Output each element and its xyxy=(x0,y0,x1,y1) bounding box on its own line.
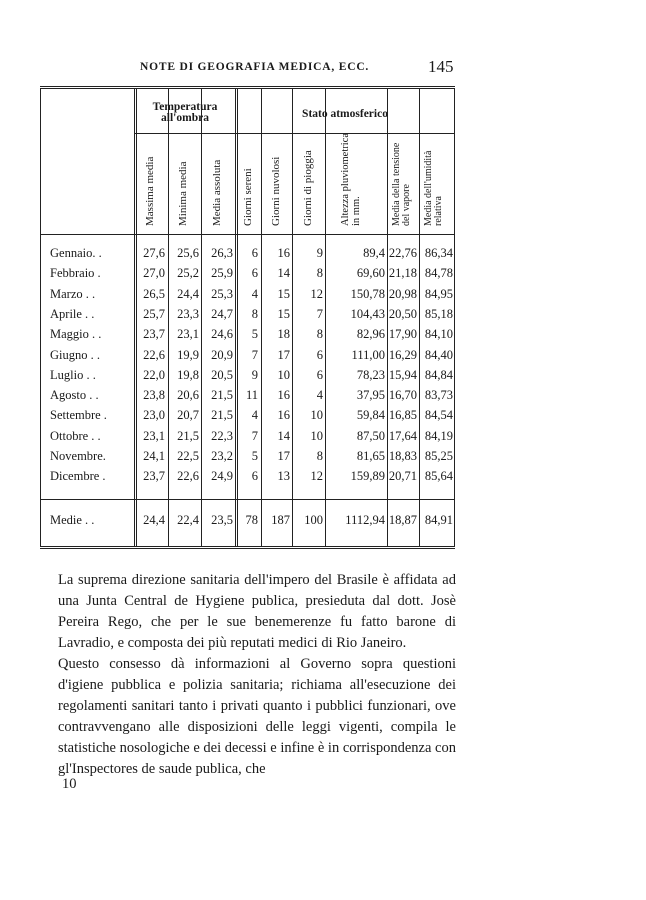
table-row-cell: 23,0 xyxy=(143,408,165,423)
table-row-cell: 25,9 xyxy=(211,266,233,281)
column-header: Giorni di pioggia xyxy=(302,150,314,226)
group-header-weather: Stato atmosferico xyxy=(302,108,388,120)
totals-row-cell: 24,4 xyxy=(143,513,165,527)
body-text xyxy=(58,570,456,780)
table-row-cell: 89,4 xyxy=(363,246,385,260)
table-row-cell: 25,7 xyxy=(143,306,165,321)
column-header: Media della tensione del vapore xyxy=(391,142,412,226)
table-row-cell: 23,3 xyxy=(177,306,199,321)
table-row-cell: 13 xyxy=(277,469,290,484)
table-row-cell: 85,25 xyxy=(424,449,453,463)
table-row-cell: 4 xyxy=(316,388,323,403)
table-row-cell: 20,98 xyxy=(388,286,417,301)
table-row-label: Gennaio. . xyxy=(50,246,102,260)
table-rule xyxy=(134,89,137,546)
table-row-cell: 11 xyxy=(245,388,258,403)
table-row-cell: 6 xyxy=(251,266,258,281)
table-row-cell: 23,2 xyxy=(211,449,233,463)
table-rule xyxy=(454,89,455,546)
table-row-cell: 84,84 xyxy=(424,367,453,382)
table-row-cell: 27,6 xyxy=(143,246,165,260)
table-row-cell: 20,5 xyxy=(211,367,233,382)
table-row-cell: 26,3 xyxy=(211,246,233,260)
table-row-cell: 22,6 xyxy=(177,469,199,484)
table-row-label: Luglio . . xyxy=(50,367,96,382)
table-row-cell: 21,5 xyxy=(177,428,199,443)
table-row-cell: 59,84 xyxy=(356,408,385,423)
table-row-cell: 20,50 xyxy=(388,306,417,321)
table-row-cell: 159,89 xyxy=(350,469,385,484)
table-row-cell: 85,18 xyxy=(424,306,453,321)
table-row-cell: 37,95 xyxy=(356,388,385,403)
table-row-cell: 25,2 xyxy=(177,266,199,281)
table-row-label: Agosto . . xyxy=(50,388,99,403)
table-row-cell: 6 xyxy=(251,469,258,484)
table-row-cell: 14 xyxy=(277,428,290,443)
table-row-cell: 9 xyxy=(251,367,258,382)
table-row-cell: 16 xyxy=(277,246,290,260)
table-row-cell: 23,1 xyxy=(143,428,165,443)
column-header: Giorni sereni xyxy=(242,168,254,226)
table-row-cell: 24,1 xyxy=(143,449,165,463)
table-rule xyxy=(168,89,169,546)
column-header: Media assoluta xyxy=(211,159,223,226)
table-row-cell: 17,64 xyxy=(388,428,417,443)
totals-row-cell: 78 xyxy=(245,513,258,527)
table-row-cell: 16,29 xyxy=(388,347,417,362)
table-rule xyxy=(419,89,420,546)
table-row-cell: 150,78 xyxy=(350,286,385,301)
table-row-cell: 20,7 xyxy=(177,408,199,423)
table-row-cell: 8 xyxy=(316,327,323,342)
table-row-label: Maggio . . xyxy=(50,327,102,342)
table-row-cell: 10 xyxy=(310,428,323,443)
table-row-label: Marzo . . xyxy=(50,286,96,301)
table-rule xyxy=(387,89,388,546)
table-row-cell: 22,76 xyxy=(388,246,417,260)
table-rule xyxy=(201,89,202,546)
table-row-cell: 15,94 xyxy=(388,367,417,382)
table-row-cell: 8 xyxy=(316,266,323,281)
totals-row-label: Medie . . xyxy=(50,513,95,527)
table-rule xyxy=(235,89,238,546)
table-row-cell: 14 xyxy=(277,266,290,281)
table-row-cell: 23,1 xyxy=(177,327,199,342)
table-row-cell: 24,7 xyxy=(211,306,233,321)
totals-row-cell: 84,91 xyxy=(424,513,453,527)
table-row-cell: 22,3 xyxy=(211,428,233,443)
table-row-cell: 6 xyxy=(316,367,323,382)
table-row-cell: 7 xyxy=(251,428,258,443)
table-row-cell: 69,60 xyxy=(356,266,385,281)
totals-row-cell: 1112,94 xyxy=(345,513,385,527)
column-header: Media dell'umidità relativa xyxy=(423,150,444,226)
table-row-cell: 22,5 xyxy=(177,449,199,463)
table-row-label: Ottobre . . xyxy=(50,428,101,443)
page-number: 145 xyxy=(428,57,454,76)
totals-row-cell: 23,5 xyxy=(211,513,233,527)
table-row-cell: 87,50 xyxy=(356,428,385,443)
totals-row-cell: 18,87 xyxy=(388,513,417,527)
table-row-cell: 21,18 xyxy=(388,266,417,281)
table-rule xyxy=(40,499,454,500)
table-row-cell: 84,10 xyxy=(424,327,453,342)
table-row-cell: 20,71 xyxy=(388,469,417,484)
table-row-cell: 16,70 xyxy=(388,388,417,403)
table-row-cell: 12 xyxy=(310,469,323,484)
table-row-cell: 17 xyxy=(277,449,290,463)
column-header: Altezza pluviometrica in mm. xyxy=(340,133,362,226)
table-row-label: Dicembre . xyxy=(50,469,106,484)
table-row-cell: 20,9 xyxy=(211,347,233,362)
table-row-cell: 111,00 xyxy=(351,347,385,362)
table-row-cell: 21,5 xyxy=(211,388,233,403)
table-row-label: Aprile . . xyxy=(50,306,95,321)
table-rule xyxy=(40,234,454,235)
table-rule xyxy=(134,133,235,134)
table-row-cell: 25,6 xyxy=(177,246,199,260)
table-row-cell: 17 xyxy=(277,347,290,362)
table-row-cell: 16 xyxy=(277,388,290,403)
table-row-cell: 6 xyxy=(251,246,258,260)
table-row-cell: 23,8 xyxy=(143,388,165,403)
table-row-cell: 23,7 xyxy=(143,327,165,342)
table-row-cell: 84,95 xyxy=(424,286,453,301)
paragraph: Questo consesso dà informazioni al Governo sopra questioni d'igiene pubblica e polizia sanitaria; richiama all'esecuzione dei regolamenti sanitari tanto i privati quanto i pubblici funzionari, ove contravvengano alle disposizioni delle leggi vigenti, compila le statistiche nosologiche e dei decessi e infine è in corrispondenza con gl'Inspectores de saude publica, che xyxy=(58,656,456,777)
column-header: Minima media xyxy=(177,161,189,226)
totals-row-cell: 100 xyxy=(304,513,323,527)
table-row-cell: 27,0 xyxy=(143,266,165,281)
table-row-cell: 16 xyxy=(277,408,290,423)
paragraph: La suprema direzione sanitaria dell'impero del Brasile è affidata ad una Junta Central de Hygiene publica, presieduta dal dott. Josè Pereira Rego, che per le sue benemerenze fu fatto barone di Lavradio, e composta dei più reputati medici di Rio Janeiro. xyxy=(58,572,456,651)
table-row-cell: 12 xyxy=(310,286,323,301)
table-row-cell: 9 xyxy=(316,246,323,260)
table-row-cell: 83,73 xyxy=(424,388,453,403)
table-row-cell: 24,4 xyxy=(177,286,199,301)
table-row-cell: 16,85 xyxy=(388,408,417,423)
totals-row-cell: 22,4 xyxy=(177,513,199,527)
table-row-cell: 23,7 xyxy=(143,469,165,484)
table-row-cell: 8 xyxy=(316,449,323,463)
table-row-cell: 7 xyxy=(251,347,258,362)
table-row-cell: 82,96 xyxy=(356,327,385,342)
table-row-cell: 15 xyxy=(277,286,290,301)
column-header: Massima media xyxy=(144,156,156,226)
table-row-cell: 21,5 xyxy=(211,408,233,423)
climate-table xyxy=(40,86,455,549)
table-row-cell: 4 xyxy=(251,408,258,423)
table-row-cell: 81,65 xyxy=(356,449,385,463)
table-row-cell: 85,64 xyxy=(424,469,453,484)
table-rule xyxy=(261,89,262,546)
table-row-cell: 18 xyxy=(277,327,290,342)
table-row-cell: 84,40 xyxy=(424,347,453,362)
table-row-cell: 15 xyxy=(277,306,290,321)
table-row-cell: 6 xyxy=(316,347,323,362)
table-row-cell: 25,3 xyxy=(211,286,233,301)
group-header-temperature: Temperatura all'ombra xyxy=(152,101,218,124)
table-row-cell: 78,23 xyxy=(356,367,385,382)
table-row-label: Novembre. xyxy=(50,449,106,463)
table-row-cell: 4 xyxy=(251,286,258,301)
table-row-cell: 86,34 xyxy=(424,246,453,260)
table-rule xyxy=(40,89,41,546)
page-header xyxy=(0,57,646,79)
table-row-cell: 84,54 xyxy=(424,408,453,423)
column-header: Giorni nuvolosi xyxy=(270,156,282,226)
signature-mark: 10 xyxy=(62,776,77,792)
table-row-label: Settembre . xyxy=(50,408,107,423)
table-row-cell: 7 xyxy=(316,306,323,321)
table-rule xyxy=(292,89,293,546)
table-row-cell: 84,78 xyxy=(424,266,453,281)
table-row-cell: 5 xyxy=(251,449,258,463)
totals-row-cell: 187 xyxy=(271,513,290,527)
table-row-cell: 5 xyxy=(251,327,258,342)
table-row-cell: 22,6 xyxy=(143,347,165,362)
table-row-cell: 20,6 xyxy=(177,388,199,403)
table-row-label: Febbraio . xyxy=(50,266,101,281)
table-rule xyxy=(325,89,326,546)
table-row-cell: 22,0 xyxy=(143,367,165,382)
table-row-cell: 18,83 xyxy=(388,449,417,463)
table-row-cell: 10 xyxy=(310,408,323,423)
table-row-cell: 8 xyxy=(251,306,258,321)
running-title: NOTE DI GEOGRAFIA MEDICA, ECC. xyxy=(140,61,370,73)
table-row-cell: 10 xyxy=(277,367,290,382)
table-row-cell: 24,6 xyxy=(211,327,233,342)
table-row-cell: 19,9 xyxy=(177,347,199,362)
table-row-cell: 26,5 xyxy=(143,286,165,301)
table-row-cell: 19,8 xyxy=(177,367,199,382)
table-row-cell: 17,90 xyxy=(388,327,417,342)
table-row-cell: 84,19 xyxy=(424,428,453,443)
table-row-cell: 104,43 xyxy=(350,306,385,321)
table-row-cell: 24,9 xyxy=(211,469,233,484)
table-row-label: Giugno . . xyxy=(50,347,100,362)
